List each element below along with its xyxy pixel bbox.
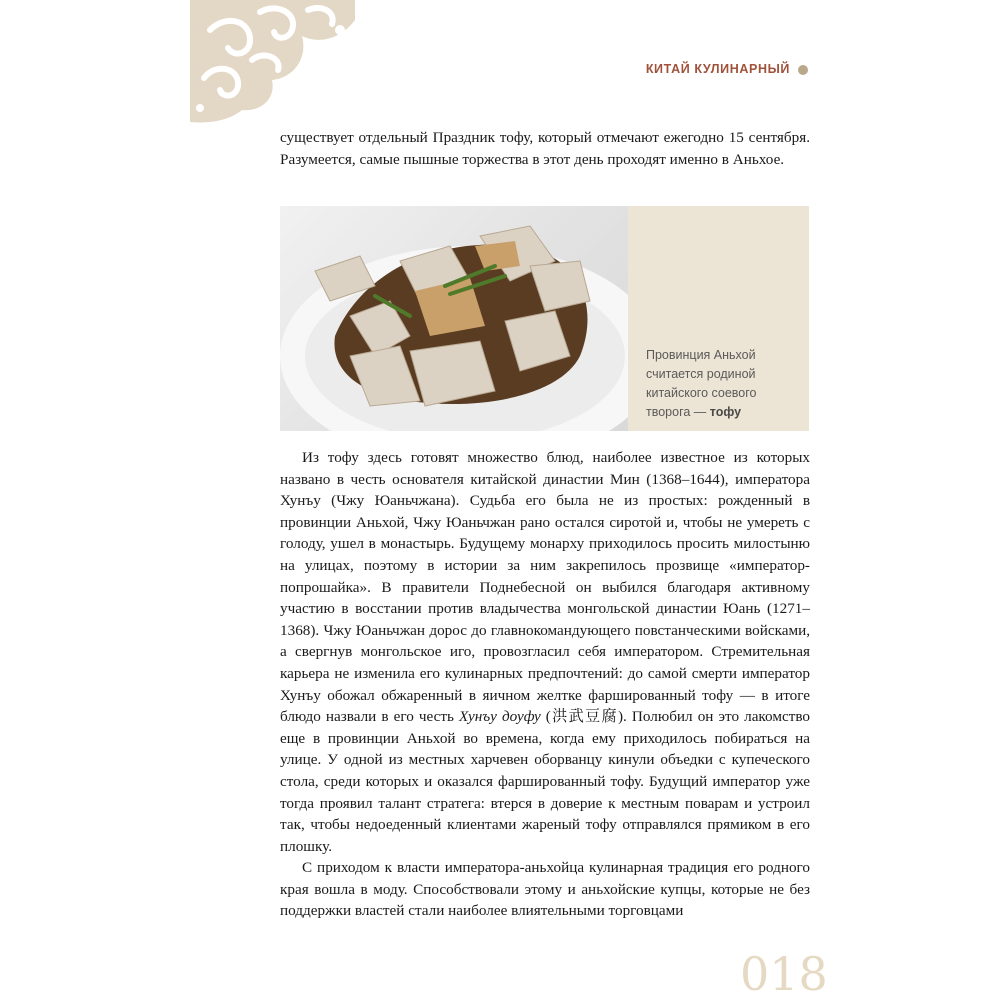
page-number: 018 [740,947,828,1001]
dish-name: Хунъу доуфу [459,708,541,726]
cloud-ornament-icon [190,0,355,125]
photo-caption [646,346,796,422]
body-text [280,447,810,922]
running-header-title: КИТАЙ КУЛИНАРНЫЙ [645,62,790,76]
dot-icon [798,65,808,75]
body-paragraph-1-part-b: (洪武豆腐). Полюбил он это лакомство еще в провинции Аньхой во времена, когда ему приходилось побираться на улице. У одной из местных харчевен оборванцу кинули объедки с купеческого стола, среди которых и оказался фаршированный тофу. Будущий император уже тогда проявил талант стратега: втерся в доверие к местным поварам и устроил так, чтобы недоеденный клиентами жареный тофу отправлялся прямиком в его плошку. [280,708,810,855]
photo-caption-box [628,206,809,431]
caption-text: Провинция Аньхой считается родиной китайского соевого творога — [646,348,757,419]
body-paragraph-2: С приходом к власти императора-аньхойца кулинарная традиция его родного края вошла в моду. Способствовали этому и аньхойские купцы, которые не без поддержки властей стали наиболее влиятельными торговцами [280,859,810,920]
body-paragraph-1-part-a: Из тофу здесь готовят множество блюд, наиболее известное из которых названо в честь основателя китайской династии Мин (1368–1644), императора Хунъу (Чжу Юаньчжана). Судьба его была не из простых: рожденный в провинции Аньхой, Чжу Юаньчжан рано остался сиротой и, чтобы не умереть с голоду, ушел в монастырь. Будущему монарху приходилось просить милостыню на улицах, поэтому в истории за ним закрепилось прозвище «император-попрошайка». В правители Поднебесной он выбился благодаря активному участию в восстании против владычества монгольской династии Юань (1271–1368). Чжу Юаньчжан дорос до главнокомандующего повстанческими войсками, а свергнув монгольское иго, провозгласил себя императором. Стремительная карьера не изменила его кулинарных предпочтений: до самой смерти император Хунъу обожал обжаренный в яичном желтке фаршированный тофу — в итоге блюдо назвали в его честь [280,449,810,726]
tofu-dish-photo [280,206,628,431]
intro-paragraph [280,127,810,170]
intro-text: существует отдельный Праздник тофу, который отмечают ежегодно 15 сентября. Разумеется, самые пышные торжества в этот день проходят именно в Аньхое. [280,129,810,168]
body-paragraph-1 [280,447,810,857]
caption-bold-word: тофу [709,405,742,419]
